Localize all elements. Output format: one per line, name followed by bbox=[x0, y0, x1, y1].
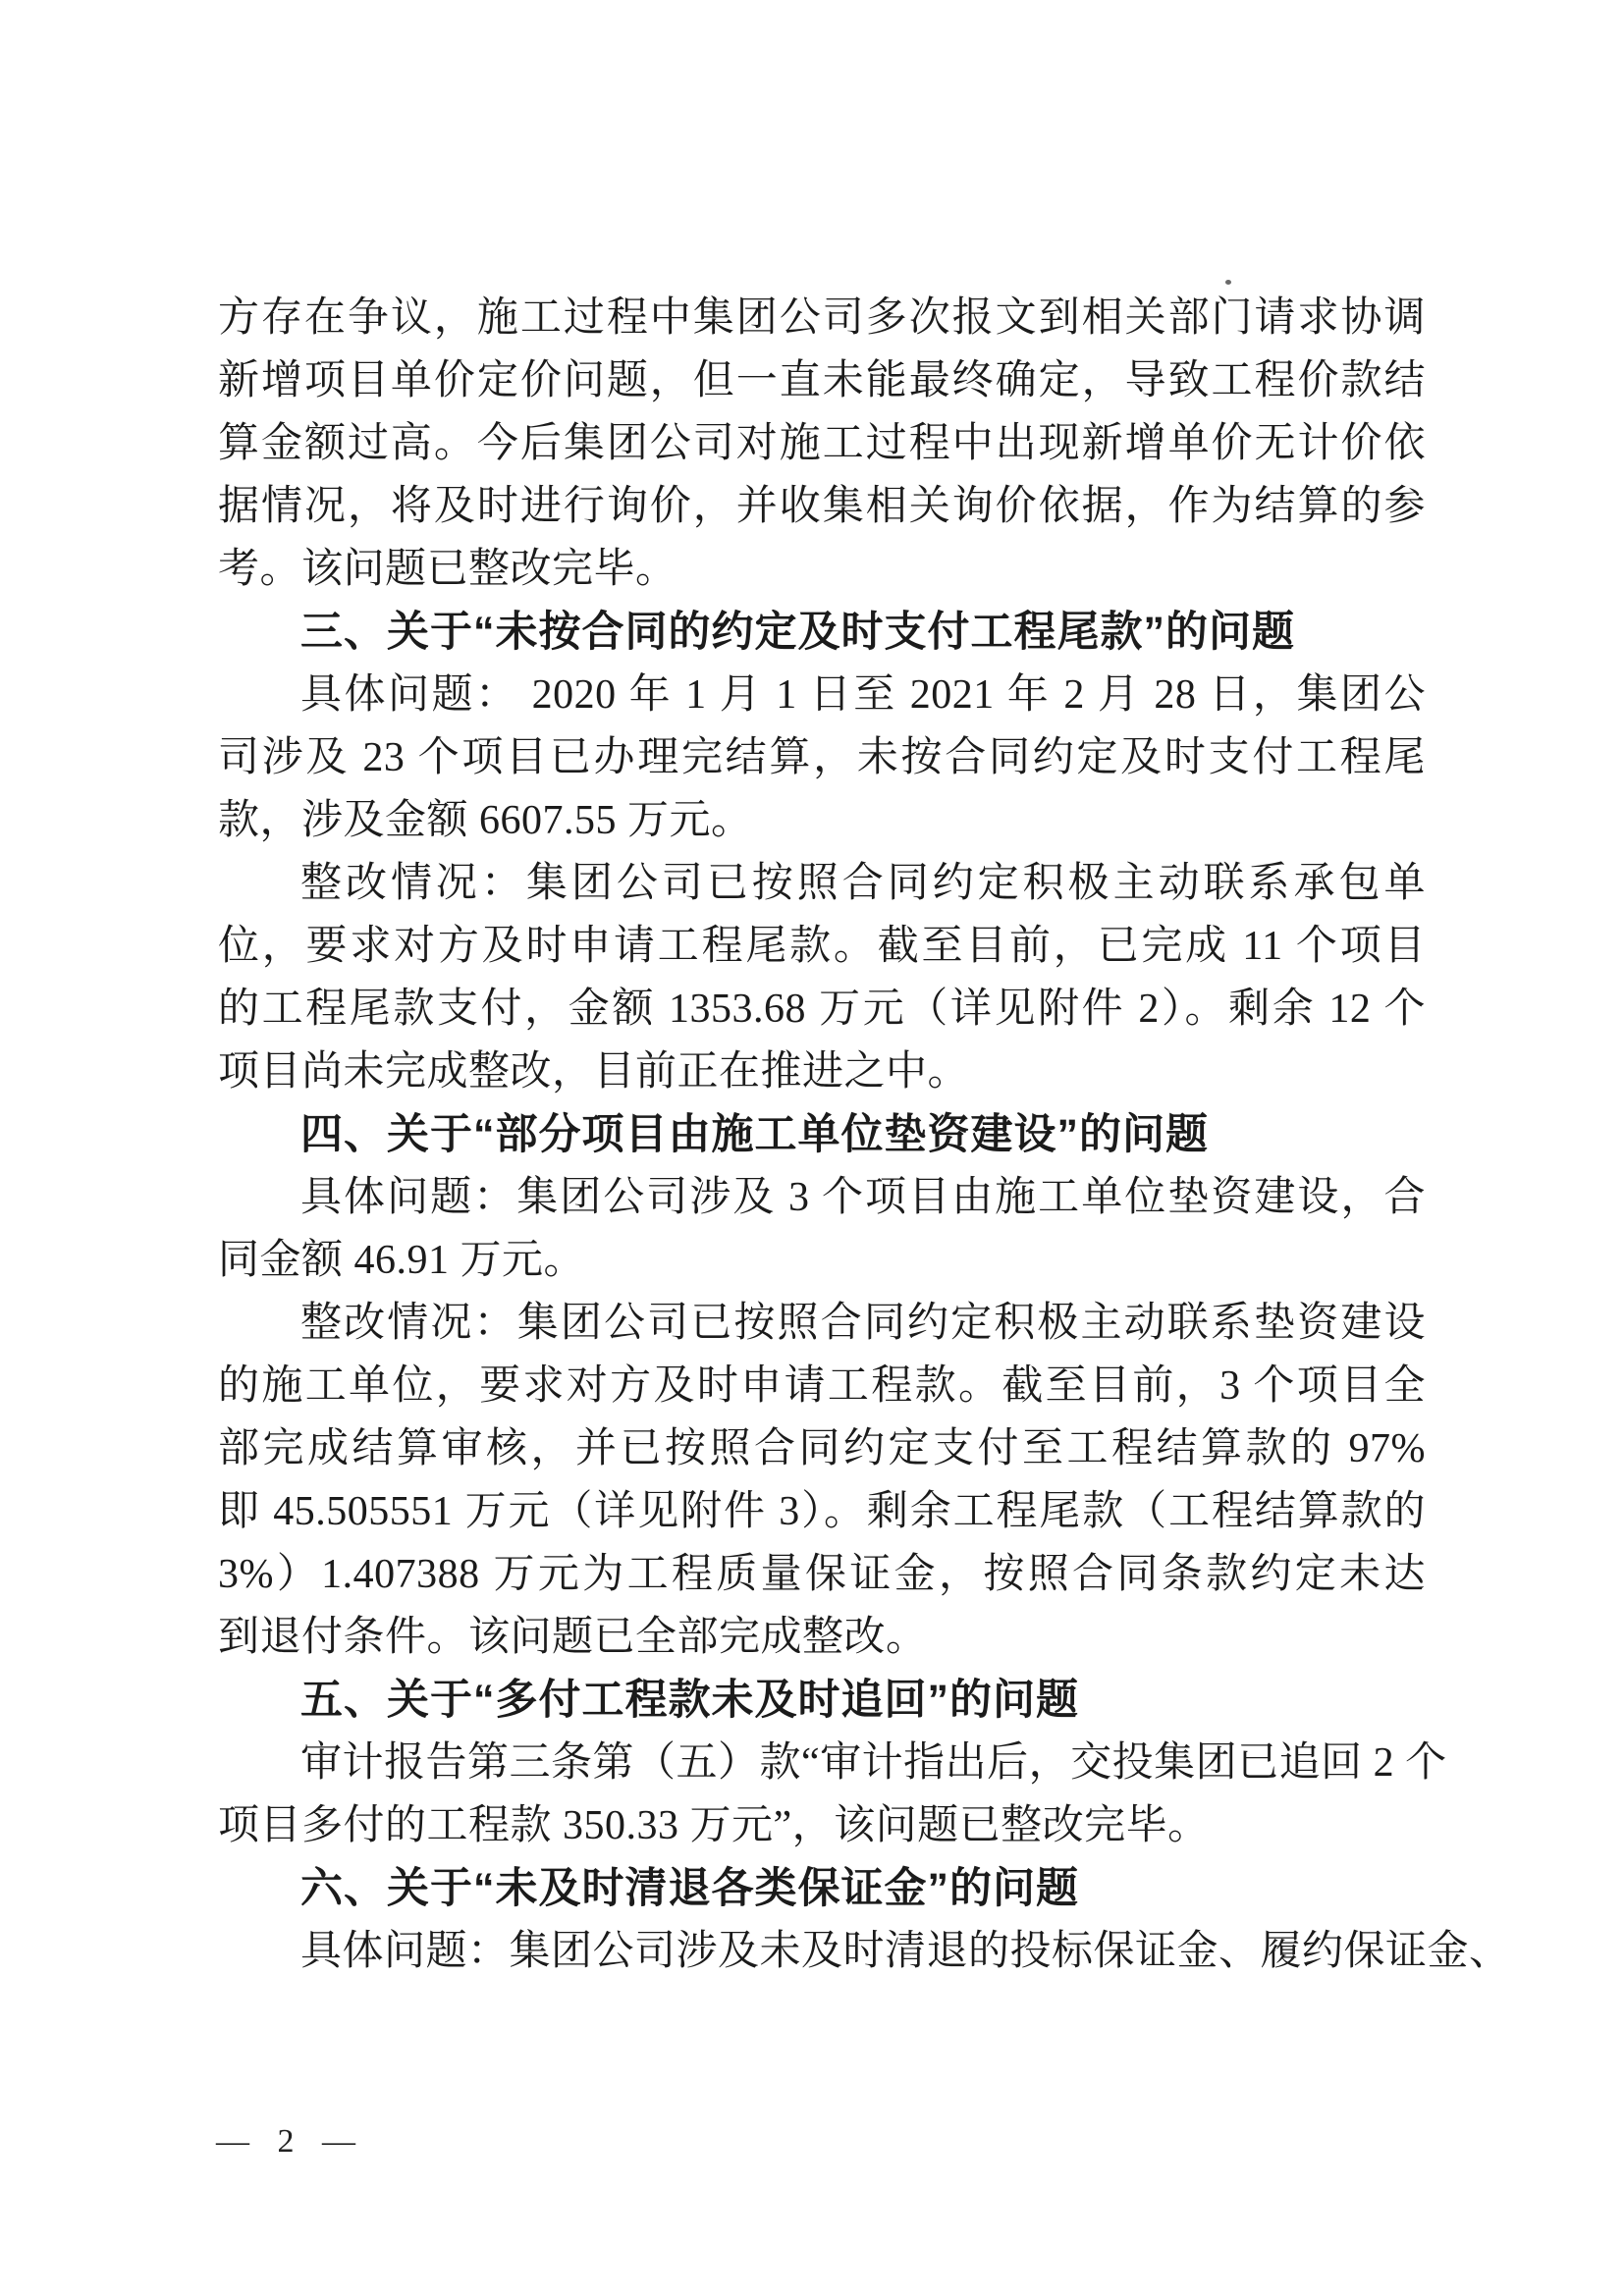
text-line: 审计报告第三条第（五）款“审计指出后，交投集团已追回 2 个 bbox=[300, 1740, 1447, 1786]
section-heading: 三、关于“未按合同的约定及时支付工程尾款”的问题 bbox=[300, 609, 1295, 656]
text-line: 司涉及 23 个项目已办理完结算，未按合同约定及时支付工程尾 bbox=[218, 735, 1426, 780]
text-line: 3%）1.407388 万元为工程质量保证金，按照合同条款约定未达 bbox=[218, 1552, 1426, 1597]
text-line: 项目尚未完成整改，目前正在推进之中。 bbox=[218, 1049, 970, 1095]
text-line: 的施工单位，要求对方及时申请工程款。截至目前，3 个项目全 bbox=[218, 1363, 1426, 1409]
text-line: 款，涉及金额 6607.55 万元。 bbox=[218, 798, 753, 843]
text-line: 据情况，将及时进行询价，并收集相关询价依据，作为结算的参 bbox=[218, 484, 1426, 529]
text-line: 同金额 46.91 万元。 bbox=[218, 1238, 586, 1283]
section-heading: 六、关于“未及时清退各类保证金”的问题 bbox=[300, 1865, 1079, 1912]
section-heading: 五、关于“多付工程款未及时追回”的问题 bbox=[300, 1677, 1079, 1724]
text-line: 项目多付的工程款 350.33 万元”，该问题已整改完毕。 bbox=[218, 1803, 1210, 1848]
text-line: 整改情况：集团公司已按照合同约定积极主动联系承包单 bbox=[300, 861, 1426, 906]
text-line: 部完成结算审核，并已按照合同约定支付至工程结算款的 97% bbox=[218, 1426, 1426, 1471]
text-line: 即 45.505551 万元（详见附件 3）。剩余工程尾款（工程结算款的 bbox=[218, 1489, 1426, 1534]
text-line: 位，要求对方及时申请工程尾款。截至目前，已完成 11 个项目 bbox=[218, 924, 1426, 969]
text-line: 具体问题：集团公司涉及未及时清退的投标保证金、履约保证金、 bbox=[300, 1929, 1511, 1974]
scan-artifact-dot bbox=[1225, 280, 1231, 285]
text-line: 方存在争议，施工过程中集团公司多次报文到相关部门请求协调 bbox=[218, 295, 1426, 341]
document-body bbox=[218, 287, 1511, 1983]
text-line: 算金额过高。今后集团公司对施工过程中出现新增单价无计价依 bbox=[218, 421, 1426, 466]
text-line: 整改情况：集团公司已按照合同约定积极主动联系垫资建设 bbox=[300, 1301, 1426, 1346]
text-line: 新增项目单价定价问题，但一直未能最终确定，导致工程价款结 bbox=[218, 358, 1426, 403]
section-heading: 四、关于“部分项目由施工单位垫资建设”的问题 bbox=[300, 1111, 1209, 1158]
text-line: 具体问题：集团公司涉及 3 个项目由施工单位垫资建设，合 bbox=[300, 1175, 1426, 1220]
text-line: 具体问题： 2020 年 1 月 1 日至 2021 年 2 月 28 日，集团公 bbox=[300, 672, 1426, 718]
page-number: — 2 — bbox=[216, 2123, 365, 2160]
text-line: 考。该问题已整改完毕。 bbox=[218, 547, 677, 592]
text-line: 的工程尾款支付，金额 1353.68 万元（详见附件 2）。剩余 12 个 bbox=[218, 987, 1426, 1032]
text-line: 到退付条件。该问题已全部完成整改。 bbox=[218, 1615, 928, 1660]
